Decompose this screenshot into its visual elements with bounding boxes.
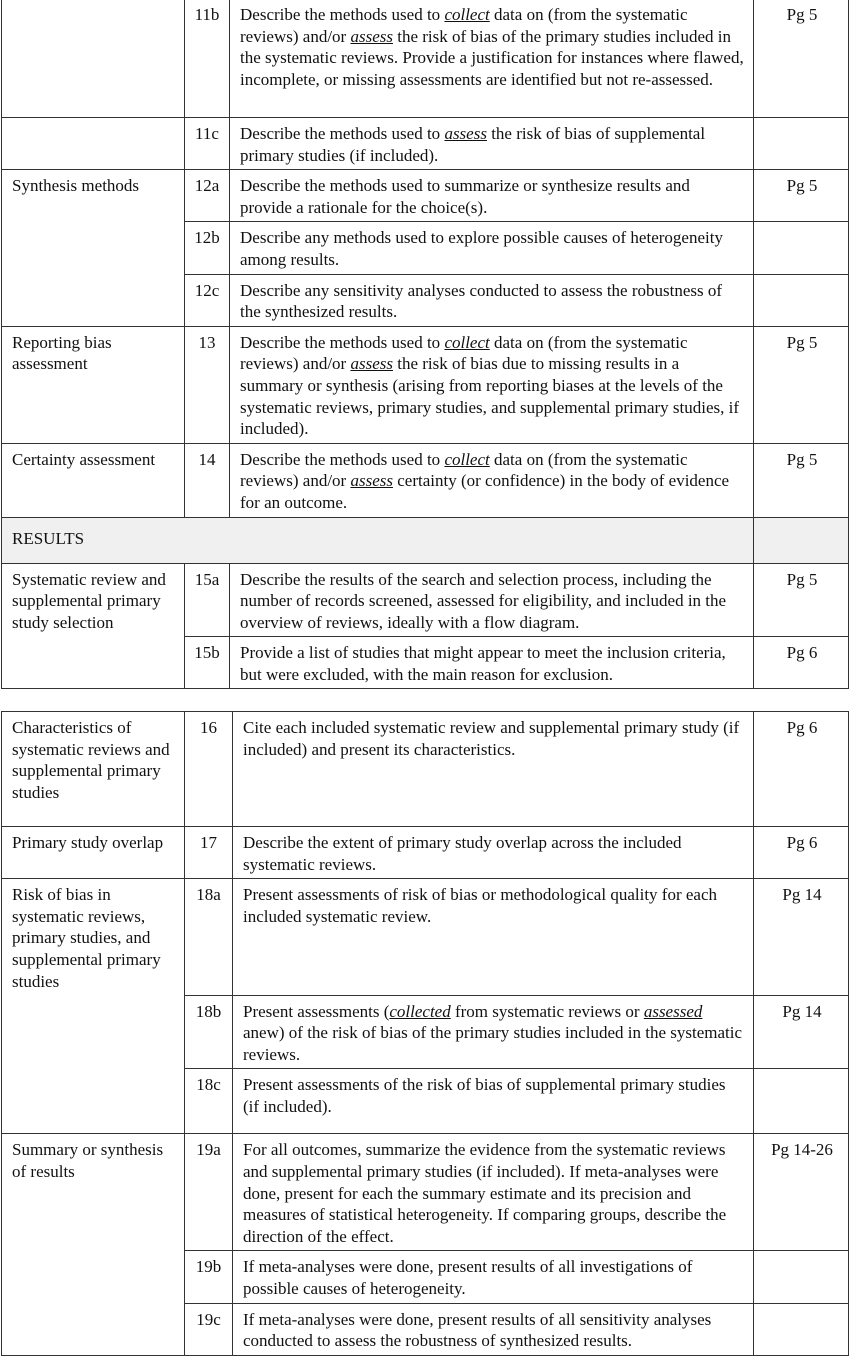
page-reference bbox=[754, 1251, 849, 1303]
page-reference: Pg 14-26 bbox=[754, 1134, 849, 1251]
section-cell bbox=[2, 637, 185, 689]
page-reference: Pg 6 bbox=[754, 637, 849, 689]
item-number: 12b bbox=[185, 222, 230, 274]
item-description: Describe the methods used to collect data on (from the systematic reviews) and/or assess the risk of bias of the primary studies included in the systematic reviews. Provide a justification for instances where flawed, incomplete, or missing assessments are identified but not re-assessed. bbox=[230, 0, 754, 118]
item-description: Describe any methods used to explore possible causes of heterogeneity among results. bbox=[230, 222, 754, 274]
item-number: 12a bbox=[185, 170, 230, 222]
section-cell bbox=[2, 274, 185, 326]
item-number: 17 bbox=[185, 827, 233, 879]
emphasized-term: collected bbox=[389, 1001, 451, 1021]
page-reference bbox=[754, 1069, 849, 1134]
item-description: Describe the results of the search and selection process, including the number of records screened, assessed for eligibility, and included in the overview of reviews, ideally with a flow diagram. bbox=[230, 563, 754, 637]
page-reference: Pg 5 bbox=[754, 443, 849, 517]
section-label: Risk of bias in systematic reviews, primary studies, and supplemental primary studies bbox=[2, 879, 185, 995]
item-description: Describe the methods used to assess the risk of bias of supplemental primary studies (if included). bbox=[230, 118, 754, 170]
page-reference: Pg 5 bbox=[754, 0, 849, 118]
page-reference: Pg 5 bbox=[754, 563, 849, 637]
section-cell bbox=[2, 1303, 185, 1355]
item-number: 14 bbox=[185, 443, 230, 517]
emphasized-term: assess bbox=[350, 471, 393, 491]
results-header-page-cell bbox=[754, 517, 849, 563]
item-number: 13 bbox=[185, 326, 230, 443]
item-description: Cite each included systematic review and supplemental primary study (if included) and present its characteristics. bbox=[233, 712, 754, 827]
section-label: Primary study overlap bbox=[2, 827, 185, 879]
item-description: Describe any sensitivity analyses conducted to assess the robustness of the synthesized results. bbox=[230, 274, 754, 326]
item-number: 11c bbox=[185, 118, 230, 170]
page-reference bbox=[754, 274, 849, 326]
emphasized-term: assess bbox=[350, 354, 393, 374]
item-number: 19b bbox=[185, 1251, 233, 1303]
section-label: Certainty assessment bbox=[2, 443, 185, 517]
checklist-table-bottom bbox=[1, 711, 849, 1356]
section-label: Synthesis methods bbox=[2, 170, 185, 222]
emphasized-term: assess bbox=[444, 124, 487, 143]
page-reference: Pg 5 bbox=[754, 170, 849, 222]
section-cell bbox=[2, 0, 185, 118]
item-description: Describe the extent of primary study overlap across the included systematic reviews. bbox=[233, 827, 754, 879]
item-description: If meta-analyses were done, present results of all sensitivity analyses conducted to assess the robustness of synthesized results. bbox=[233, 1303, 754, 1355]
page-reference: Pg 6 bbox=[754, 827, 849, 879]
results-header: RESULTS bbox=[2, 517, 754, 563]
section-cell bbox=[2, 118, 185, 170]
item-number: 15b bbox=[185, 637, 230, 689]
item-number: 19c bbox=[185, 1303, 233, 1355]
item-number: 18c bbox=[185, 1069, 233, 1134]
item-description: Describe the methods used to collect data on (from the systematic reviews) and/or assess the risk of bias due to missing results in a summary or synthesis (arising from reporting biases at the levels of the systematic reviews, primary studies, and supplemental primary studies, if included). bbox=[230, 326, 754, 443]
page-reference: Pg 6 bbox=[754, 712, 849, 827]
item-description: If meta-analyses were done, present results of all investigations of possible causes of heterogeneity. bbox=[233, 1251, 754, 1303]
item-description: Provide a list of studies that might appear to meet the inclusion criteria, but were excluded, with the main reason for exclusion. bbox=[230, 637, 754, 689]
section-cell bbox=[2, 995, 185, 1069]
page-reference bbox=[754, 118, 849, 170]
section-label: Systematic review and supplemental primary study selection bbox=[2, 563, 185, 637]
section-label: Characteristics of systematic reviews and supplemental primary studies bbox=[2, 712, 185, 827]
item-description: Present assessments of the risk of bias of supplemental primary studies (if included). bbox=[233, 1069, 754, 1134]
page-reference: Pg 14 bbox=[754, 995, 849, 1069]
checklist-table-top bbox=[1, 0, 849, 689]
emphasized-term: collect bbox=[444, 5, 490, 24]
section-cell bbox=[2, 1069, 185, 1134]
item-description: For all outcomes, summarize the evidence from the systematic reviews and supplemental primary studies (if included). If meta-analyses were done, present for each the summary estimate and its precision and measures of statistical heterogeneity. If comparing groups, describe the direction of the effect. bbox=[233, 1134, 754, 1251]
section-cell bbox=[2, 1251, 185, 1303]
emphasized-term: assess bbox=[350, 26, 393, 46]
item-description: Describe the methods used to summarize or synthesize results and provide a rationale for the choice(s). bbox=[230, 170, 754, 222]
item-number: 19a bbox=[185, 1134, 233, 1251]
emphasized-term: assessed bbox=[643, 1001, 703, 1021]
section-label: Summary or synthesis of results bbox=[2, 1134, 185, 1251]
emphasized-term: collect bbox=[444, 332, 490, 352]
page-reference: Pg 5 bbox=[754, 326, 849, 443]
item-description: Present assessments of risk of bias or methodological quality for each included systematic review. bbox=[233, 879, 754, 995]
item-number: 15a bbox=[185, 563, 230, 637]
emphasized-term: collect bbox=[444, 449, 490, 469]
item-description: Present assessments (collected from systematic reviews or assessed anew) of the risk of bias of the primary studies included in the systematic reviews. bbox=[233, 995, 754, 1069]
item-number: 18a bbox=[185, 879, 233, 995]
section-cell bbox=[2, 222, 185, 274]
page-reference bbox=[754, 1303, 849, 1355]
item-number: 11b bbox=[185, 0, 230, 118]
item-number: 12c bbox=[185, 274, 230, 326]
section-label: Reporting bias assessment bbox=[2, 326, 185, 443]
item-description: Describe the methods used to collect data on (from the systematic reviews) and/or assess certainty (or confidence) in the body of evidence for an outcome. bbox=[230, 443, 754, 517]
page-reference bbox=[754, 222, 849, 274]
item-number: 16 bbox=[185, 712, 233, 827]
item-number: 18b bbox=[185, 995, 233, 1069]
page-reference: Pg 14 bbox=[754, 879, 849, 995]
